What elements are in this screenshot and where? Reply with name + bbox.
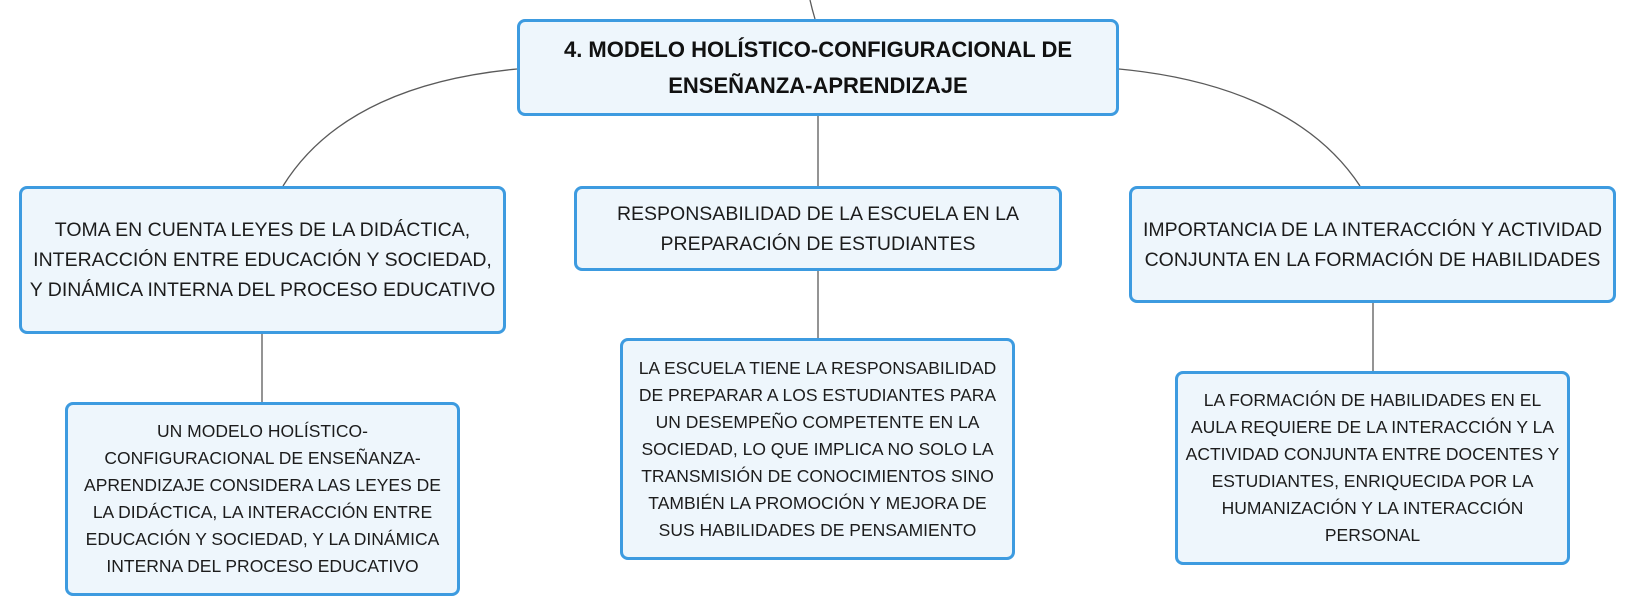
detail-text: UN MODELO HOLÍSTICO-CONFIGURACIONAL DE ENSEÑANZA-APRENDIZAJE CONSIDERA LAS LEYES DE LA DIDÁCTICA, LA INTERACCIÓN ENTRE EDUCACIÓN Y SOCIEDAD, Y LA DINÁMICA INTERNA DEL PROCESO EDUCATIVO [84, 421, 441, 576]
connector-root-to-right-branch [1119, 69, 1360, 186]
detail-text: LA ESCUELA TIENE LA RESPONSABILIDAD DE PREPARAR A LOS ESTUDIANTES PARA UN DESEMPEÑO COMPETENTE EN LA SOCIEDAD, LO QUE IMPLICA NO SOLO LA TRANSMISIÓN DE CONOCIMIENTOS SINO TAMBIÉN LA PROMOCIÓN Y MEJORA DE SUS HABILIDADES DE PENSAMIENTO [638, 357, 997, 540]
branch-node-school-responsibility[interactable] [574, 186, 1062, 271]
detail-text: LA FORMACIÓN DE HABILIDADES EN EL AULA REQUIERE DE LA INTERACCIÓN Y LA ACTIVIDAD CONJUNTA ENTRE DOCENTES Y ESTUDIANTES, ENRIQUECIDA POR LA HUMANIZACIÓN Y LA INTERACCIÓN PERSONAL [1185, 390, 1560, 545]
branch-node-interaction-importance[interactable] [1129, 186, 1616, 303]
branch-text: RESPONSABILIDAD DE LA ESCUELA EN LA PREPARACIÓN DE ESTUDIANTES [616, 202, 1020, 255]
detail-node-interaction-importance[interactable] [1175, 371, 1570, 565]
detail-node-school-responsibility[interactable] [620, 338, 1015, 560]
branch-node-didactics-laws[interactable] [19, 186, 506, 334]
branch-text: IMPORTANCIA DE LA INTERACCIÓN Y ACTIVIDAD CONJUNTA EN LA FORMACIÓN DE HABILIDADES [1142, 218, 1603, 271]
incoming-connector [810, 0, 815, 19]
connector-root-to-left-branch [283, 69, 517, 186]
detail-node-didactics-laws[interactable] [65, 402, 460, 596]
root-topic-title: 4. MODELO HOLÍSTICO-CONFIGURACIONAL DE ENSEÑANZA-APRENDIZAJE [563, 36, 1073, 98]
root-topic-node[interactable] [517, 19, 1119, 116]
branch-text: TOMA EN CUENTA LEYES DE LA DIDÁCTICA, INTERACCIÓN ENTRE EDUCACIÓN Y SOCIEDAD, Y DINÁMICA INTERNA DEL PROCESO EDUCATIVO [29, 219, 496, 301]
